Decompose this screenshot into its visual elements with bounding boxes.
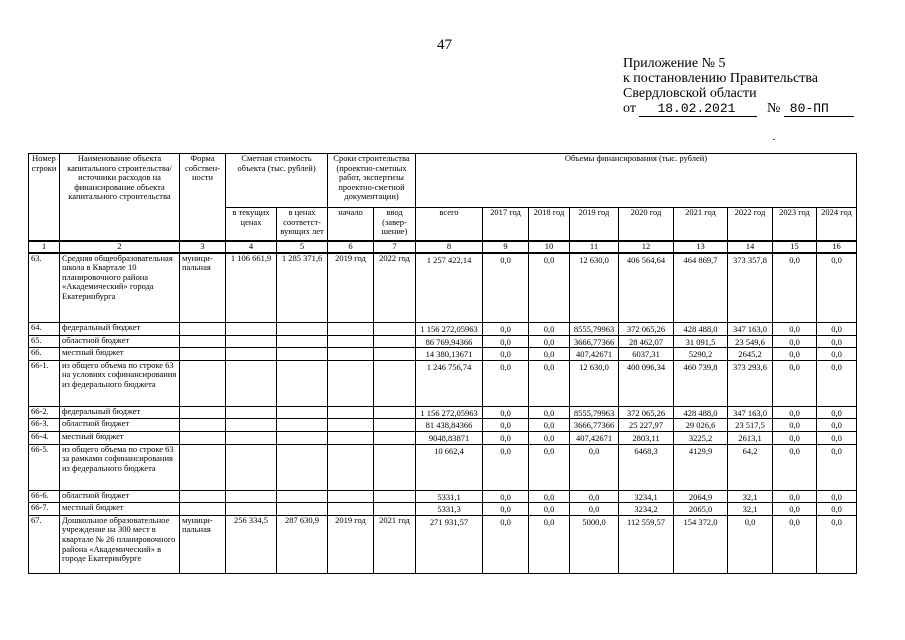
header-year: 2021 год	[674, 208, 728, 241]
header-estimate-period: в ценах соответст-вующих лет	[277, 208, 328, 241]
year-value-cell: 0,0	[529, 515, 570, 573]
term-start-cell	[328, 490, 374, 503]
year-value-cell: 2065,0	[674, 503, 728, 516]
year-value-cell: 0,0	[817, 406, 857, 419]
term-start-cell	[328, 406, 374, 419]
year-value-cell: 0,0	[483, 253, 529, 323]
estimate-current-cell	[226, 348, 277, 361]
term-end-cell	[374, 419, 416, 432]
column-number: 6	[328, 241, 374, 253]
term-end-cell	[374, 431, 416, 444]
year-value-cell: 0,0	[773, 335, 817, 348]
year-value-cell: 32,1	[728, 490, 773, 503]
column-number: 7	[374, 241, 416, 253]
from-label: от	[623, 101, 636, 116]
estimate-current-cell	[226, 360, 277, 406]
term-start-cell	[328, 503, 374, 516]
year-value-cell: 464 869,7	[674, 253, 728, 323]
year-value-cell: 347 163,0	[728, 323, 773, 336]
header-funding: Объемы финансирования (тыс. рублей)	[416, 154, 857, 208]
year-value-cell: 4129,9	[674, 444, 728, 490]
number-label: №	[766, 101, 781, 116]
term-start-cell	[328, 419, 374, 432]
page-number: 47	[437, 37, 452, 53]
appendix-resolution: к постановлению Правительства	[623, 71, 819, 86]
year-value-cell: 0,0	[529, 360, 570, 406]
year-value-cell: 0,0	[817, 323, 857, 336]
year-value-cell: 406 564,64	[619, 253, 674, 323]
term-start-cell	[328, 444, 374, 490]
object-name-cell: местный бюджет	[60, 503, 180, 516]
total-cell: 1 257 422,14	[416, 253, 483, 323]
header-year: 2023 год	[773, 208, 817, 241]
header-term-start: начало	[328, 208, 374, 241]
estimate-current-cell	[226, 335, 277, 348]
total-cell: 271 931,57	[416, 515, 483, 573]
ownership-cell	[180, 431, 226, 444]
object-name-cell: Средняя общеобразовательная школа в Квартале 10 планировочного района «Академический» города Екатеринбурга	[60, 253, 180, 323]
resolution-number: 80-ПП	[784, 101, 854, 117]
year-value-cell: 3666,77366	[570, 335, 619, 348]
year-value-cell: 0,0	[773, 515, 817, 573]
year-value-cell: 0,0	[483, 503, 529, 516]
term-end-cell	[374, 406, 416, 419]
ownership-cell: муници-пальная	[180, 515, 226, 573]
ownership-cell	[180, 444, 226, 490]
object-name-cell: Дошкольное образовательное учреждение на 300 мест в квартале № 26 планировочного района «Академический» в городе Екатеринбурге	[60, 515, 180, 573]
estimate-period-cell: 1 285 371,6	[277, 253, 328, 323]
term-start-cell: 2019 год	[328, 253, 374, 323]
estimate-period-cell	[277, 335, 328, 348]
term-start-cell	[328, 335, 374, 348]
row-number-cell: 66.	[29, 348, 60, 361]
table-row	[29, 406, 857, 419]
ownership-cell	[180, 335, 226, 348]
header-object-name: Наименование объекта капитального строительства/источники расходов на финансирование объекта капитального строительства	[60, 154, 180, 241]
year-value-cell: 0,0	[529, 323, 570, 336]
year-value-cell: 0,0	[728, 515, 773, 573]
ownership-cell	[180, 490, 226, 503]
term-start-cell	[328, 348, 374, 361]
header-total: всего	[416, 208, 483, 241]
estimate-period-cell	[277, 419, 328, 432]
term-end-cell	[374, 360, 416, 406]
column-number: 8	[416, 241, 483, 253]
year-value-cell: 0,0	[773, 419, 817, 432]
year-value-cell: 400 096,34	[619, 360, 674, 406]
year-value-cell: 0,0	[529, 490, 570, 503]
total-cell: 14 380,13671	[416, 348, 483, 361]
resolution-date: 18.02.2021	[639, 101, 757, 117]
estimate-period-cell	[277, 406, 328, 419]
year-value-cell: 0,0	[529, 503, 570, 516]
appendix-region: Свердловской области	[623, 86, 757, 101]
header-year: 2019 год	[570, 208, 619, 241]
total-cell: 1 246 756,74	[416, 360, 483, 406]
row-number-cell: 66-2.	[29, 406, 60, 419]
total-cell: 5331,3	[416, 503, 483, 516]
year-value-cell: 64,2	[728, 444, 773, 490]
column-number: 2	[60, 241, 180, 253]
year-value-cell: 372 065,26	[619, 406, 674, 419]
term-end-cell	[374, 335, 416, 348]
ownership-cell	[180, 348, 226, 361]
appendix-header	[623, 56, 854, 117]
year-value-cell: 0,0	[773, 431, 817, 444]
year-value-cell: 112 559,57	[619, 515, 674, 573]
year-value-cell: 0,0	[817, 444, 857, 490]
estimate-period-cell	[277, 360, 328, 406]
estimate-current-cell	[226, 431, 277, 444]
object-name-cell: областной бюджет	[60, 419, 180, 432]
header-estimate-current: в текущих ценах	[226, 208, 277, 241]
year-value-cell: 0,0	[570, 490, 619, 503]
year-value-cell: 372 065,26	[619, 323, 674, 336]
year-value-cell: 347 163,0	[728, 406, 773, 419]
estimate-current-cell: 1 106 661,9	[226, 253, 277, 323]
year-value-cell: 0,0	[483, 360, 529, 406]
year-value-cell: 0,0	[570, 444, 619, 490]
table-row	[29, 515, 857, 573]
term-end-cell	[374, 348, 416, 361]
year-value-cell: 0,0	[817, 348, 857, 361]
ownership-cell	[180, 419, 226, 432]
year-value-cell: 0,0	[817, 490, 857, 503]
year-value-cell: 428 488,0	[674, 323, 728, 336]
total-cell: 81 438,84366	[416, 419, 483, 432]
column-number-row	[29, 241, 857, 253]
year-value-cell: 5290,2	[674, 348, 728, 361]
term-start-cell: 2019 год	[328, 515, 374, 573]
object-name-cell: областной бюджет	[60, 335, 180, 348]
year-value-cell: 0,0	[817, 360, 857, 406]
column-number: 1	[29, 241, 60, 253]
year-value-cell: 0,0	[773, 444, 817, 490]
estimate-period-cell	[277, 444, 328, 490]
table-row	[29, 323, 857, 336]
year-value-cell: 0,0	[483, 348, 529, 361]
year-value-cell: 407,42671	[570, 348, 619, 361]
row-number-cell: 67.	[29, 515, 60, 573]
column-number: 3	[180, 241, 226, 253]
column-number: 10	[529, 241, 570, 253]
estimate-period-cell	[277, 490, 328, 503]
year-value-cell: 373 357,8	[728, 253, 773, 323]
year-value-cell: 6468,3	[619, 444, 674, 490]
year-value-cell: 0,0	[773, 503, 817, 516]
column-number: 14	[728, 241, 773, 253]
term-end-cell	[374, 503, 416, 516]
total-cell: 9048,83871	[416, 431, 483, 444]
year-value-cell: 0,0	[817, 253, 857, 323]
year-value-cell: 0,0	[570, 503, 619, 516]
object-name-cell: из общего объема по строке 63 за рамками софинансирования из федерального бюджета	[60, 444, 180, 490]
year-value-cell: 23 549,6	[728, 335, 773, 348]
year-value-cell: 460 739,8	[674, 360, 728, 406]
year-value-cell: 0,0	[817, 335, 857, 348]
year-value-cell: 2645,2	[728, 348, 773, 361]
year-value-cell: 0,0	[529, 419, 570, 432]
year-value-cell: 0,0	[529, 253, 570, 323]
term-end-cell	[374, 490, 416, 503]
appendix-date-line	[623, 101, 854, 117]
total-cell: 1 156 272,05963	[416, 406, 483, 419]
year-value-cell: 0,0	[773, 323, 817, 336]
column-number: 5	[277, 241, 328, 253]
year-value-cell: 0,0	[529, 348, 570, 361]
ownership-cell: муници-пальная	[180, 253, 226, 323]
term-start-cell	[328, 360, 374, 406]
table-row	[29, 348, 857, 361]
table-row	[29, 444, 857, 490]
object-name-cell: из общего объема по строке 63 на условиях софинансирования из федерального бюджета	[60, 360, 180, 406]
header-term-end: ввод (завер-шение)	[374, 208, 416, 241]
estimate-period-cell	[277, 348, 328, 361]
estimate-period-cell	[277, 323, 328, 336]
table-row	[29, 419, 857, 432]
table-row	[29, 503, 857, 516]
year-value-cell: 0,0	[773, 348, 817, 361]
year-value-cell: 428 488,0	[674, 406, 728, 419]
year-value-cell: 12 630,0	[570, 360, 619, 406]
year-value-cell: 2803,11	[619, 431, 674, 444]
year-value-cell: 28 462,07	[619, 335, 674, 348]
header-year: 2017 год	[483, 208, 529, 241]
financing-table	[28, 153, 857, 574]
year-value-cell: 6037,31	[619, 348, 674, 361]
year-value-cell: 12 630,0	[570, 253, 619, 323]
year-value-cell: 32,1	[728, 503, 773, 516]
row-number-cell: 66-7.	[29, 503, 60, 516]
object-name-cell: областной бюджет	[60, 490, 180, 503]
term-end-cell	[374, 323, 416, 336]
year-value-cell: 0,0	[773, 360, 817, 406]
term-start-cell	[328, 323, 374, 336]
estimate-current-cell: 256 334,5	[226, 515, 277, 573]
column-number: 12	[619, 241, 674, 253]
header-terms: Сроки строительства (проектно-сметных работ, экспертизы проектно-сметной документации)	[328, 154, 416, 208]
estimate-period-cell	[277, 503, 328, 516]
year-value-cell: 2613,1	[728, 431, 773, 444]
year-value-cell: 31 091,5	[674, 335, 728, 348]
row-number-cell: 63.	[29, 253, 60, 323]
column-number: 13	[674, 241, 728, 253]
year-value-cell: 0,0	[483, 406, 529, 419]
estimate-period-cell: 287 630,9	[277, 515, 328, 573]
row-number-cell: 64.	[29, 323, 60, 336]
row-number-cell: 65.	[29, 335, 60, 348]
object-name-cell: местный бюджет	[60, 348, 180, 361]
header-year: 2020 год	[619, 208, 674, 241]
year-value-cell: 25 227,97	[619, 419, 674, 432]
column-number: 9	[483, 241, 529, 253]
year-value-cell: 29 026,6	[674, 419, 728, 432]
row-number-cell: 66-5.	[29, 444, 60, 490]
ownership-cell	[180, 360, 226, 406]
term-end-cell: 2021 год	[374, 515, 416, 573]
total-cell: 10 662,4	[416, 444, 483, 490]
table-row	[29, 335, 857, 348]
estimate-current-cell	[226, 323, 277, 336]
year-value-cell: 0,0	[483, 431, 529, 444]
year-value-cell: 5000,0	[570, 515, 619, 573]
year-value-cell: 0,0	[483, 335, 529, 348]
scan-mark	[773, 139, 775, 140]
table-row	[29, 360, 857, 406]
year-value-cell: 8555,79963	[570, 406, 619, 419]
table-row	[29, 431, 857, 444]
year-value-cell: 0,0	[483, 490, 529, 503]
estimate-current-cell	[226, 490, 277, 503]
table-row	[29, 490, 857, 503]
year-value-cell: 0,0	[529, 431, 570, 444]
ownership-cell	[180, 323, 226, 336]
year-value-cell: 23 517,5	[728, 419, 773, 432]
estimate-current-cell	[226, 503, 277, 516]
header-year: 2018 год	[529, 208, 570, 241]
year-value-cell: 0,0	[773, 406, 817, 419]
header-year: 2024 год	[817, 208, 857, 241]
year-value-cell: 3234,2	[619, 503, 674, 516]
year-value-cell: 8555,79963	[570, 323, 619, 336]
column-number: 15	[773, 241, 817, 253]
estimate-period-cell	[277, 431, 328, 444]
year-value-cell: 154 372,0	[674, 515, 728, 573]
year-value-cell: 0,0	[483, 515, 529, 573]
year-value-cell: 0,0	[483, 323, 529, 336]
row-number-cell: 66-6.	[29, 490, 60, 503]
year-value-cell: 373 293,6	[728, 360, 773, 406]
header-ownership: Форма собствен-ности	[180, 154, 226, 241]
table-row	[29, 253, 857, 323]
row-number-cell: 66-1.	[29, 360, 60, 406]
year-value-cell: 3234,1	[619, 490, 674, 503]
row-number-cell: 66-4.	[29, 431, 60, 444]
header-estimate: Сметная стоимость объекта (тыс. рублей)	[226, 154, 328, 208]
year-value-cell: 0,0	[529, 444, 570, 490]
year-value-cell: 0,0	[483, 444, 529, 490]
column-number: 4	[226, 241, 277, 253]
year-value-cell: 0,0	[483, 419, 529, 432]
year-value-cell: 3666,77366	[570, 419, 619, 432]
row-number-cell: 66-3.	[29, 419, 60, 432]
year-value-cell: 3225,2	[674, 431, 728, 444]
estimate-current-cell	[226, 444, 277, 490]
year-value-cell: 2064,9	[674, 490, 728, 503]
appendix-title: Приложение № 5	[623, 56, 726, 71]
ownership-cell	[180, 503, 226, 516]
object-name-cell: местный бюджет	[60, 431, 180, 444]
estimate-current-cell	[226, 406, 277, 419]
column-number: 16	[817, 241, 857, 253]
term-end-cell	[374, 444, 416, 490]
year-value-cell: 0,0	[773, 490, 817, 503]
year-value-cell: 0,0	[817, 419, 857, 432]
total-cell: 5331,1	[416, 490, 483, 503]
total-cell: 1 156 272,05963	[416, 323, 483, 336]
total-cell: 86 769,94366	[416, 335, 483, 348]
object-name-cell: федеральный бюджет	[60, 323, 180, 336]
estimate-current-cell	[226, 419, 277, 432]
year-value-cell: 0,0	[817, 503, 857, 516]
object-name-cell: федеральный бюджет	[60, 406, 180, 419]
term-start-cell	[328, 431, 374, 444]
year-value-cell: 0,0	[817, 431, 857, 444]
term-end-cell: 2022 год	[374, 253, 416, 323]
header-year: 2022 год	[728, 208, 773, 241]
year-value-cell: 0,0	[773, 253, 817, 323]
year-value-cell: 407,42671	[570, 431, 619, 444]
header-row-number: Номер строки	[29, 154, 60, 241]
year-value-cell: 0,0	[529, 335, 570, 348]
ownership-cell	[180, 406, 226, 419]
column-number: 11	[570, 241, 619, 253]
year-value-cell: 0,0	[817, 515, 857, 573]
year-value-cell: 0,0	[529, 406, 570, 419]
